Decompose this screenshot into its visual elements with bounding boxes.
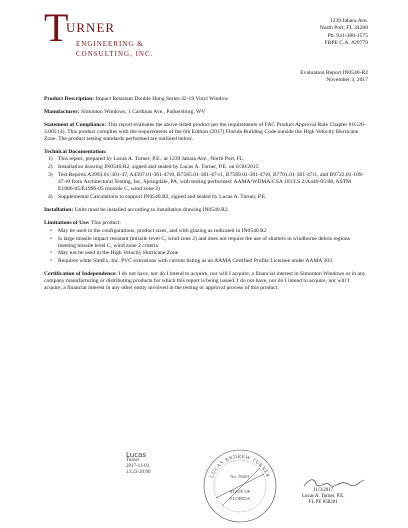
signoff-name: Lucas A. Turner, P.E. [302, 494, 345, 499]
product-description-text: Impact Resistant Double Hung Series 42-19 Vinyl Window [95, 96, 229, 102]
signoff-block [302, 488, 344, 506]
seal-name-ring: LUCAS ANDREW TURNER [210, 454, 270, 479]
report-number: Evaluation Report IN0540-R2 [300, 70, 368, 76]
digital-signature-name: Lucas [126, 451, 146, 459]
list-item: 3) Test Reports A3993.01-301-47, A4397.01-301-47r0, B7585.01-301-47-r1, B7589.01-301-47r0, B7701.01-301-47r1, and B9722.01-109-47-r0 from Architectural Testing, Inc, Springdale, PA, with testing performed: AAMA/WDMA/CSA 101/I.S.2/A440-05/08, ASTM E1886-05/E1996-05 (missile C, wind zone 2) [48, 172, 364, 193]
digital-signature-time: 13:23-20:00 [126, 470, 151, 475]
manufacturer-label: Manufacturer: [44, 108, 80, 115]
limitations-list [44, 228, 368, 266]
logo-line-3: CONSULTING, INC. [76, 50, 154, 58]
report-reference [300, 70, 368, 85]
certification-text: I do not have, nor do I intend to acquire, nor will I acquire, a financial interest in Simonton Windows or in any company manufacturing or distributing products for which this report is being issued. I do not have, nor do I intend to acquire, nor will I acquire, a financial interest in any other entity involved in the testing or approval process of this product. [44, 271, 366, 292]
list-item: • Requires white SimEx, Inc. PVC extrusions with current listing as an AAMA Certified Profile Licensee under AAMA 303 [50, 258, 332, 265]
address-line: 1239 Jabara Ave. [329, 18, 368, 24]
installation-text: Units must be installed according to installation drawing IN0540.R2. [74, 206, 230, 213]
technical-documentation-list [44, 156, 368, 200]
address-line: FBPE C.A. #29779 [324, 40, 368, 47]
limitations-heading [44, 220, 368, 227]
limitations-intro: This product: [91, 219, 121, 226]
product-description-label: Product Description: [44, 96, 95, 102]
digital-signature-date: 2017-11-03 [126, 464, 150, 469]
report-body [44, 96, 368, 298]
logo-line-2: ENGINEERING & [76, 40, 144, 48]
manufacturer-text: Simonton Windows, 1 Cardinas Ave., Parkersburg, WV [81, 108, 206, 115]
compliance-text: This report evaluates the above-listed product per the requirements of FAC Product Approval Rule Chapter 61G20-3.005 (4). This product complies with the requirements of the 6th Edition (2017) Florida Building Code outside the High Velocity Hurricane Zone. The product testing standards performed are outlined below. [44, 121, 366, 142]
seal-region: FLORIDA [230, 496, 250, 501]
bullet-icon: • [50, 250, 52, 257]
bullet-icon: • [50, 227, 52, 234]
limitations-label: Limitations of Use: [44, 219, 90, 226]
seal-license: No. 58201 [230, 474, 250, 479]
address-line: Ph. 941-380-1575 [327, 32, 368, 39]
logo-initial: T [44, 5, 69, 50]
signoff-license: FL PE #58201 [308, 500, 338, 505]
list-item: • May not be used in the High Velocity Hurricane Zone [50, 250, 179, 257]
installation-label: Installation: [44, 206, 74, 213]
company-address [320, 18, 368, 48]
installation [44, 207, 368, 214]
engineer-seal [202, 448, 278, 524]
product-description [44, 96, 368, 103]
signoff-date: 11/3/2017 [313, 488, 334, 493]
list-item: • Is large missile impact resistant (missile level C, wind zone 2) and does not require the use of shutters in windborne debris regions meeting missile level C, wind zone 2 criteria [50, 235, 350, 249]
certification-label: Certification of Independence: [44, 271, 118, 278]
technical-documentation-label: Technical Documentation: [44, 148, 107, 155]
statement-of-compliance [44, 122, 368, 143]
digital-signature [126, 452, 150, 476]
compliance-label: Statement of Compliance: [44, 121, 107, 128]
list-item: • May be used in the configurations, product sizes, and with glazing as indicated in IN0540.R2 [50, 227, 267, 234]
list-item: 2) Installation drawing IN0540.R2, signed and sealed by Lucas A. Turner, P.E. on 6/30/2015 [48, 164, 259, 171]
bullet-icon: • [50, 235, 52, 242]
logo-line-1: URNER [66, 20, 116, 35]
seal-state: STATE OF [229, 489, 251, 494]
handwritten-signature [300, 476, 368, 488]
address-line: North Port, FL 34288 [319, 25, 368, 32]
certification-of-independence [44, 271, 368, 292]
manufacturer [44, 109, 368, 116]
digital-signature-line2: Turner [126, 458, 140, 463]
report-date: November 3, 2017 [326, 77, 368, 84]
list-item: 1) This report, prepared by Lucas A. Turner, P.E., at 1239 Jabara Ave., North Port, FL [48, 156, 244, 163]
list-item: 4) Supplemental Calculations to support IN0540.R2, signed and sealed by Lucas A. Turner, P.E. [48, 193, 267, 200]
bullet-icon: • [50, 258, 52, 265]
